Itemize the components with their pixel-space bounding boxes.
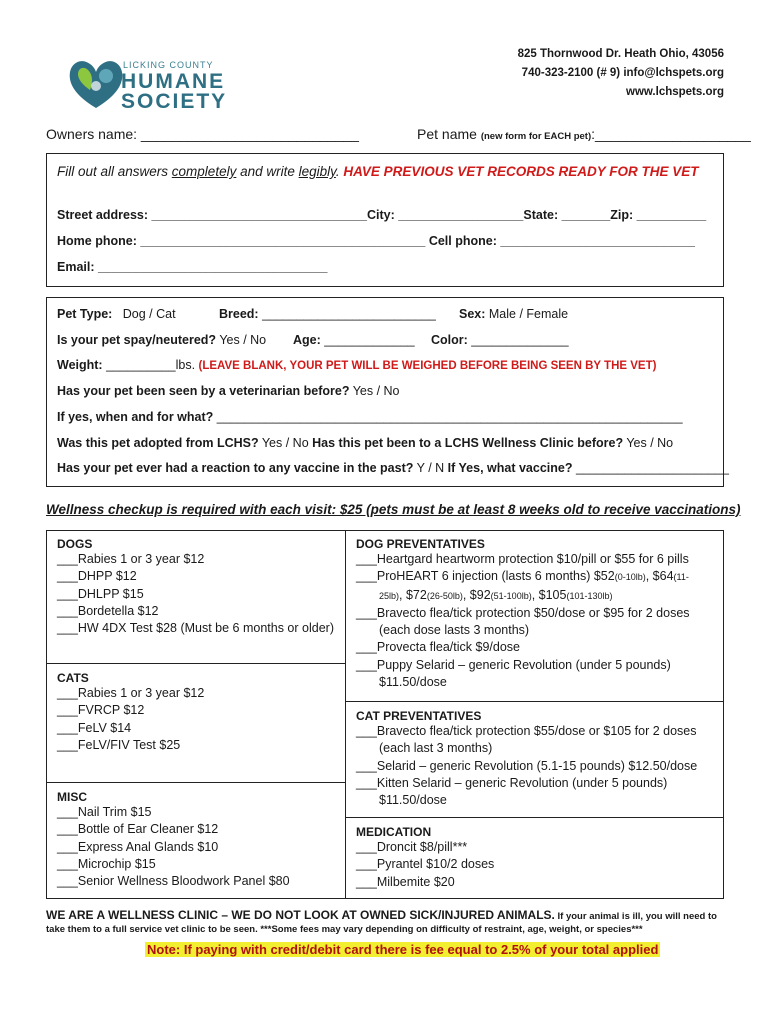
dogs-item[interactable]: ___HW 4DX Test $28 (Must be 6 months or older) xyxy=(57,621,334,636)
reaction-label: Has your pet ever had a reaction to any vaccine in the past? xyxy=(57,461,414,475)
reaction-options: Y / N xyxy=(413,461,448,475)
email-field[interactable]: Email: _________________________________ xyxy=(57,260,328,274)
proheart-price: , $92 xyxy=(462,587,491,602)
seen-vet-options: Yes / No xyxy=(349,384,400,398)
when-what-label: If yes, when and for what? xyxy=(57,410,214,424)
spay-field[interactable] xyxy=(57,333,266,347)
cats-title: CATS xyxy=(57,671,89,685)
vet-records-warning: HAVE PREVIOUS VET RECORDS READY FOR THE VET xyxy=(343,164,699,179)
dog-prev-item[interactable]: ___Bravecto flea/tick protection $50/dose or $95 for 2 doses xyxy=(356,605,690,620)
phone-email-line: 740-323-2100 (# 9) info@lchspets.org xyxy=(521,67,724,79)
instructions-mid: and write xyxy=(236,164,299,179)
weight-note: (LEAVE BLANK, YOUR PET WILL BE WEIGHED BEFORE BEING SEEN BY THE VET) xyxy=(198,360,657,372)
cats-item[interactable]: ___FeLV/FIV Test $25 xyxy=(57,737,181,752)
cat-prev-item[interactable]: ___Kitten Selarid – generic Revolution (under 5 pounds) xyxy=(356,775,668,790)
instructions-legibly: legibly xyxy=(298,164,336,179)
dog-prev-title: DOG PREVENTATIVES xyxy=(356,537,485,551)
breed-label: Breed: xyxy=(219,307,259,321)
proheart-price: , $105 xyxy=(531,587,567,602)
pet-name-label: Pet name xyxy=(417,126,477,142)
weight-label: Weight: xyxy=(57,358,103,372)
pet-type-field[interactable] xyxy=(57,307,176,321)
spay-label: Is your pet spay/neutered? xyxy=(57,333,217,347)
disclaimer-small: If your animal is ill, you will need to xyxy=(554,911,717,922)
cat-prev-item[interactable]: ___Bravecto flea/tick protection $55/dose or $105 for 2 doses xyxy=(356,724,697,738)
instructions xyxy=(57,164,698,179)
weight-range: (26-50lb) xyxy=(426,590,463,601)
dog-prev-item[interactable]: ___Heartgard heartworm protection $10/pill or $55 for 6 pills xyxy=(356,552,689,566)
color-label: Color: xyxy=(431,333,468,347)
pet-type-label: Pet Type: xyxy=(57,307,113,321)
weight-range: (11- xyxy=(673,572,689,583)
cat-preventatives-section xyxy=(345,701,724,818)
logo-text-county: LICKING COUNTY xyxy=(123,60,214,70)
dogs-item[interactable]: ___DHPP $12 xyxy=(57,569,137,584)
dog-prev-item[interactable]: ___Puppy Selarid – generic Revolution (under 5 pounds) xyxy=(356,657,671,672)
weight-range: (0-10lb) xyxy=(614,572,646,583)
weight-blank: __________lbs. xyxy=(102,358,196,372)
owners-name-field[interactable] xyxy=(46,126,359,142)
clinic-options: Yes / No xyxy=(623,436,674,450)
sex-label: Sex: xyxy=(459,307,486,321)
medication-item[interactable]: ___Milbemite $20 xyxy=(356,874,455,889)
instructions-text: Fill out all answers xyxy=(57,164,172,179)
breed-blank: _________________________ xyxy=(258,307,436,321)
street-address-field[interactable]: Street address: _______________________________City: __________________State: _______Zip: __________ xyxy=(57,208,707,222)
address-line: 825 Thornwood Dr. Heath Ohio, 43056 xyxy=(517,48,724,60)
contact-info-box xyxy=(46,153,724,287)
vaccine-blank: ______________________ xyxy=(572,461,729,475)
dog-prev-item[interactable] xyxy=(356,568,713,586)
website-line: www.lchspets.org xyxy=(626,86,724,98)
cat-prev-item-cont: (each last 3 months) xyxy=(379,741,493,756)
medication-title: MEDICATION xyxy=(356,825,432,839)
dogs-item[interactable]: ___DHLPP $15 xyxy=(57,586,144,601)
dog-prev-item-cont: $11.50/dose xyxy=(379,675,447,690)
adopted-field[interactable] xyxy=(57,436,673,450)
seen-vet-field[interactable] xyxy=(57,384,400,398)
logo-text-society: SOCIETY xyxy=(121,90,228,113)
dogs-title: DOGS xyxy=(57,537,93,551)
cat-prev-title: CAT PREVENTATIVES xyxy=(356,709,482,723)
misc-item[interactable]: ___Nail Trim $15 xyxy=(57,805,152,819)
pet-name-note: (new form for EACH pet) xyxy=(480,131,592,142)
misc-section xyxy=(46,782,346,899)
disclaimer-bold: WE ARE A WELLNESS CLINIC – WE DO NOT LOOK AT OWNED SICK/INJURED ANIMALS. xyxy=(46,908,555,922)
seen-vet-label: Has your pet been seen by a veterinarian before? xyxy=(57,384,350,398)
wellness-clinic-disclaimer xyxy=(46,908,717,922)
instructions-end: . xyxy=(335,164,340,179)
misc-item[interactable]: ___Bottle of Ear Cleaner $12 xyxy=(57,822,219,837)
cats-item[interactable]: ___FVRCP $12 xyxy=(57,703,145,718)
clinic-label: Has this pet been to a LCHS Wellness Clinic before? xyxy=(312,436,624,450)
proheart-text: ___ProHEART 6 injection (lasts 6 months) $52 xyxy=(356,569,615,584)
medication-item[interactable]: ___Pyrantel $10/2 doses xyxy=(356,857,495,872)
dogs-item[interactable]: ___Bordetella $12 xyxy=(57,603,159,618)
age-field[interactable] xyxy=(293,333,415,347)
spay-options: Yes / No xyxy=(216,333,267,347)
pet-type-options: Dog / Cat xyxy=(122,307,176,321)
adopted-options: Yes / No xyxy=(258,436,313,450)
misc-item[interactable]: ___Senior Wellness Bloodwork Panel $80 xyxy=(57,874,290,889)
sex-field[interactable] xyxy=(459,307,568,321)
phone-field[interactable]: Home phone: _________________________________________ Cell phone: ____________________________ xyxy=(57,234,696,248)
cat-prev-item-cont: $11.50/dose xyxy=(379,793,447,808)
weight-range: (101-130lb) xyxy=(566,590,613,601)
weight-field[interactable] xyxy=(57,358,656,372)
dog-prev-item-cont xyxy=(356,587,713,605)
cats-section xyxy=(46,663,346,783)
color-field[interactable] xyxy=(431,333,569,347)
medication-section xyxy=(345,817,724,899)
paw-heart-icon xyxy=(66,50,126,112)
when-what-field[interactable] xyxy=(57,410,683,424)
dogs-section xyxy=(46,530,346,664)
age-label: Age: xyxy=(293,333,321,347)
age-blank: _____________ xyxy=(320,333,415,347)
owners-name-label: Owners name: xyxy=(46,126,138,142)
weight-range: (51-100lb) xyxy=(490,590,532,601)
pet-name-field[interactable] xyxy=(417,126,751,142)
vaccine-label: If Yes, what vaccine? xyxy=(447,461,573,475)
cats-item[interactable]: ___Rabies 1 or 3 year $12 xyxy=(57,686,205,700)
misc-item[interactable]: ___Microchip $15 xyxy=(57,856,156,871)
misc-item[interactable]: ___Express Anal Glands $10 xyxy=(57,839,219,854)
sex-options: Male / Female xyxy=(488,307,569,321)
cat-prev-item[interactable]: ___Selarid – generic Revolution (5.1-15 pounds) $12.50/dose xyxy=(356,758,698,773)
pet-name-blank: :____________________ xyxy=(591,126,751,142)
misc-title: MISC xyxy=(57,790,87,804)
proheart-price: , $64 xyxy=(645,569,674,584)
wellness-heading: Wellness checkup is required with each visit: $25 (pets must be at least 8 weeks old to receive vaccinations) xyxy=(46,502,741,517)
reaction-field[interactable] xyxy=(57,461,729,475)
dog-prev-item[interactable]: ___Provecta flea/tick $9/dose xyxy=(356,640,520,655)
owners-name-blank: ____________________________ xyxy=(137,126,359,142)
color-blank: ______________ xyxy=(467,333,569,347)
dog-prev-item-cont: (each dose lasts 3 months) xyxy=(379,623,530,638)
pet-info-box xyxy=(46,297,729,487)
breed-field[interactable] xyxy=(219,307,436,321)
fees-disclaimer: take them to a full service vet clinic to be seen. ***Some fees may vary depending on difficulty of restraint, age, weight, or species*** xyxy=(46,924,643,935)
logo-text-humane: HUMANE xyxy=(121,70,226,93)
weight-range: 25lb) xyxy=(379,590,400,601)
when-what-blank: ___________________________________________________________________ xyxy=(213,410,683,424)
cats-item[interactable]: ___FeLV $14 xyxy=(57,720,132,735)
medication-item[interactable]: ___Droncit $8/pill*** xyxy=(356,840,468,854)
dog-preventatives-section xyxy=(345,530,724,702)
dogs-item[interactable]: ___Rabies 1 or 3 year $12 xyxy=(57,552,205,566)
proheart-price: , $72 xyxy=(399,587,427,602)
instructions-completely: completely xyxy=(171,164,237,179)
adopted-label: Was this pet adopted from LCHS? xyxy=(57,436,259,450)
card-fee-note: Note: If paying with credit/debit card there is fee equal to 2.5% of your total applied xyxy=(147,942,659,957)
